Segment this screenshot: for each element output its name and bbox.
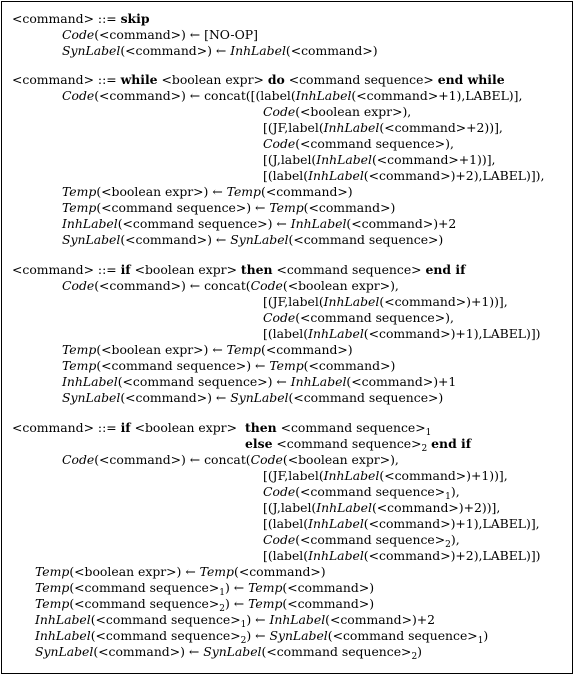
grammar-line	[263, 120, 503, 136]
attribute-name: InhLabel	[295, 88, 352, 103]
subscript: 2	[219, 604, 225, 614]
grammar-line	[263, 294, 508, 310]
attribute-name: Temp	[62, 184, 97, 199]
grammar-text: )	[483, 628, 489, 643]
grammar-line	[12, 420, 237, 436]
attribute-grammar-figure	[1, 1, 573, 674]
grammar-line	[62, 278, 399, 294]
grammar-line	[62, 43, 378, 59]
attribute-name: InhLabel	[35, 612, 91, 627]
grammar-text: <command> ::=	[12, 262, 121, 277]
grammar-text: (<command>) ← concat([(label(	[94, 88, 296, 103]
attribute-name: SynLabel	[62, 232, 121, 247]
keyword: while	[120, 72, 158, 87]
attribute-name: SynLabel	[203, 644, 262, 659]
grammar-text: ),	[450, 532, 460, 547]
grammar-line	[263, 310, 454, 326]
grammar-line	[35, 596, 374, 612]
grammar-line	[62, 374, 456, 390]
grammar-text: (<command sequence>)	[288, 232, 444, 247]
subscript: 2	[445, 540, 451, 550]
attribute-name: InhLabel	[316, 152, 372, 167]
attribute-name: Temp	[35, 596, 70, 611]
attribute-name: Temp	[269, 358, 304, 373]
grammar-line	[35, 564, 326, 580]
grammar-text: (<command>)+2),LABEL)])	[363, 548, 541, 563]
grammar-line	[263, 468, 508, 484]
grammar-text: [(J,label(	[263, 152, 317, 167]
grammar-text: (<command sequence>	[295, 532, 446, 547]
grammar-line	[62, 184, 353, 200]
grammar-text: (<command>) ←	[120, 390, 231, 405]
grammar-text: (<boolean expr>),	[295, 104, 412, 119]
attribute-name: Temp	[62, 358, 97, 373]
grammar-text: (<command>)+2	[346, 216, 457, 231]
grammar-line	[12, 11, 150, 27]
grammar-line	[35, 628, 488, 644]
attribute-name: InhLabel	[323, 468, 380, 483]
grammar-text: (<command sequence>),	[295, 310, 454, 325]
subscript: 2	[411, 652, 418, 662]
grammar-text: <boolean expr>	[157, 72, 268, 87]
keyword: else	[245, 436, 273, 451]
attribute-name: Code	[62, 278, 95, 293]
attribute-name: Temp	[248, 580, 283, 595]
grammar-text: (<command>+1))],	[371, 152, 496, 167]
grammar-line	[263, 532, 460, 548]
grammar-line	[245, 436, 471, 452]
grammar-text: [(JF,label(	[263, 294, 324, 309]
grammar-text: (<command>)	[285, 43, 378, 58]
grammar-line	[62, 232, 443, 248]
attribute-name: Temp	[62, 342, 97, 357]
grammar-text: <command sequence>	[272, 262, 426, 277]
grammar-text: ) ←	[246, 628, 270, 643]
grammar-text: (<command>)	[282, 596, 375, 611]
grammar-text: )	[417, 644, 423, 659]
grammar-text: (<boolean expr>) ←	[69, 564, 200, 579]
grammar-line	[263, 484, 460, 500]
subscript: 1	[425, 428, 432, 438]
keyword: end if	[431, 436, 472, 451]
grammar-text: <command> ::=	[12, 420, 121, 435]
attribute-name: SynLabel	[62, 390, 121, 405]
grammar-text: ) ←	[246, 612, 270, 627]
grammar-line	[263, 152, 495, 168]
grammar-line	[263, 500, 500, 516]
attribute-name: Code	[263, 484, 296, 499]
grammar-text: (<boolean expr>) ←	[96, 342, 227, 357]
attribute-name: InhLabel	[62, 216, 118, 231]
attribute-name: Temp	[62, 200, 97, 215]
attribute-name: Temp	[226, 342, 261, 357]
grammar-text: (<command sequence>) ←	[117, 216, 291, 231]
grammar-line	[35, 644, 422, 660]
keyword: skip	[120, 11, 150, 26]
grammar-text: (<command sequence>) ←	[96, 200, 270, 215]
attribute-name: Code	[62, 27, 95, 42]
grammar-line	[263, 516, 540, 532]
grammar-line	[35, 612, 435, 628]
grammar-text: (<command sequence>	[90, 628, 241, 643]
grammar-text: (<command>)	[260, 342, 353, 357]
keyword: end while	[437, 72, 505, 87]
grammar-text: <command sequence>	[272, 436, 422, 451]
grammar-line	[62, 200, 395, 216]
grammar-text: (<command>) ←	[93, 644, 204, 659]
attribute-name: SynLabel	[230, 390, 289, 405]
grammar-line	[62, 390, 443, 406]
attribute-name: InhLabel	[230, 43, 286, 58]
grammar-text: (<command sequence>	[69, 596, 220, 611]
attribute-name: InhLabel	[290, 374, 347, 389]
subscript: 1	[240, 620, 247, 630]
grammar-text: <boolean expr>	[130, 420, 237, 435]
grammar-text: (<command>)	[233, 564, 326, 579]
grammar-text: [(J,label(	[263, 500, 317, 515]
grammar-text: <command> ::=	[12, 11, 121, 26]
grammar-text: (<command sequence>	[261, 644, 412, 659]
subscript: 1	[445, 492, 451, 502]
subscript: 1	[219, 588, 225, 598]
grammar-text: <command sequence>	[276, 420, 426, 435]
grammar-text: [(label(	[263, 168, 309, 183]
subscript: 1	[477, 636, 484, 646]
attribute-name: InhLabel	[323, 120, 380, 135]
attribute-name: SynLabel	[62, 43, 121, 58]
attribute-name: SynLabel	[230, 232, 289, 247]
grammar-text: (<command>) ← concat(	[94, 278, 251, 293]
attribute-name: InhLabel	[62, 374, 118, 389]
grammar-text: [(label(	[263, 516, 309, 531]
attribute-name: InhLabel	[308, 516, 364, 531]
grammar-text: (<command>)+1	[346, 374, 457, 389]
attribute-name: Temp	[226, 184, 261, 199]
grammar-line	[12, 262, 465, 278]
grammar-text: (<command>+1),LABEL)],	[351, 88, 523, 103]
attribute-name: Code	[62, 88, 95, 103]
grammar-line	[263, 548, 541, 564]
attribute-name: Temp	[199, 564, 234, 579]
grammar-text: (<command>) ←	[120, 232, 231, 247]
attribute-name: InhLabel	[35, 628, 91, 643]
grammar-text: <command> ::=	[12, 72, 121, 87]
grammar-text: (<command>) ← [NO-OP]	[94, 27, 258, 42]
grammar-text: (<command>+2))],	[379, 120, 503, 135]
grammar-text: (<command>)+1),LABEL)])	[363, 326, 541, 341]
attribute-name: Temp	[269, 200, 304, 215]
grammar-text: (<boolean expr>),	[282, 278, 399, 293]
attribute-name: Code	[263, 310, 296, 325]
subscript: 2	[240, 636, 247, 646]
grammar-line	[263, 104, 411, 120]
grammar-text: [(label(	[263, 548, 309, 563]
grammar-text: (<command sequence>) ←	[96, 358, 270, 373]
grammar-line	[263, 136, 454, 152]
grammar-text: (<command>) ←	[120, 43, 231, 58]
attribute-name: Temp	[35, 580, 70, 595]
keyword: end if	[425, 262, 466, 277]
grammar-line	[263, 326, 541, 342]
grammar-text: <command sequence>	[284, 72, 438, 87]
attribute-name: InhLabel	[290, 216, 347, 231]
keyword: if	[120, 262, 131, 277]
attribute-name: InhLabel	[308, 326, 364, 341]
grammar-text: (<command>)+1))],	[379, 294, 508, 309]
grammar-text: ) ←	[224, 596, 249, 611]
grammar-text: (<command>) ← concat(	[94, 452, 251, 467]
grammar-line	[62, 452, 399, 468]
attribute-name: InhLabel	[269, 612, 326, 627]
attribute-name: InhLabel	[323, 294, 380, 309]
attribute-name: SynLabel	[35, 644, 94, 659]
grammar-text: (<command>)	[282, 580, 375, 595]
attribute-name: InhLabel	[308, 168, 364, 183]
grammar-line	[62, 27, 258, 43]
grammar-text: (<command sequence>	[295, 484, 446, 499]
grammar-line	[12, 72, 505, 88]
keyword: then	[245, 420, 277, 435]
grammar-line	[62, 88, 522, 104]
grammar-text: (<command>)+2	[325, 612, 436, 627]
attribute-name: InhLabel	[308, 548, 364, 563]
attribute-name: Temp	[35, 564, 70, 579]
attribute-name: Code	[263, 532, 296, 547]
grammar-text: (<command sequence>) ←	[117, 374, 291, 389]
grammar-text: (<command>)	[260, 184, 353, 199]
grammar-text: (<boolean expr>) ←	[96, 184, 227, 199]
grammar-text: (<command sequence>)	[288, 390, 444, 405]
grammar-text: <boolean expr>	[130, 262, 241, 277]
grammar-line	[62, 216, 456, 232]
attribute-name: Code	[263, 104, 296, 119]
attribute-name: InhLabel	[316, 500, 372, 515]
keyword: then	[240, 262, 273, 277]
grammar-text: (<command>)	[303, 200, 396, 215]
grammar-text: [(JF,label(	[263, 468, 324, 483]
attribute-name: Code	[250, 452, 283, 467]
grammar-text: (<command sequence>	[327, 628, 478, 643]
attribute-name: Code	[263, 136, 296, 151]
grammar-text: [(label(	[263, 326, 309, 341]
grammar-line	[62, 358, 395, 374]
attribute-name: Code	[62, 452, 95, 467]
grammar-line	[62, 342, 353, 358]
grammar-text: (<command sequence>	[69, 580, 220, 595]
grammar-text: (<command>)	[303, 358, 396, 373]
grammar-text: (<command>)+1))],	[379, 468, 508, 483]
grammar-line	[263, 168, 544, 184]
keyword: do	[267, 72, 285, 87]
keyword: if	[120, 420, 131, 435]
grammar-line	[245, 420, 431, 436]
attribute-name: Temp	[248, 596, 283, 611]
grammar-text: (<boolean expr>),	[282, 452, 399, 467]
grammar-text: ),	[450, 484, 460, 499]
grammar-text: (<command>)+2))],	[371, 500, 501, 515]
attribute-name: Code	[250, 278, 283, 293]
attribute-name: SynLabel	[269, 628, 328, 643]
grammar-text: (<command>)+1),LABEL)],	[363, 516, 540, 531]
grammar-text: ) ←	[224, 580, 249, 595]
subscript: 2	[421, 444, 428, 454]
grammar-line	[35, 580, 374, 596]
grammar-text: (<command sequence>	[90, 612, 241, 627]
grammar-text: [(JF,label(	[263, 120, 324, 135]
grammar-text: (<command>)+2),LABEL)]),	[363, 168, 545, 183]
grammar-text: (<command sequence>),	[295, 136, 454, 151]
